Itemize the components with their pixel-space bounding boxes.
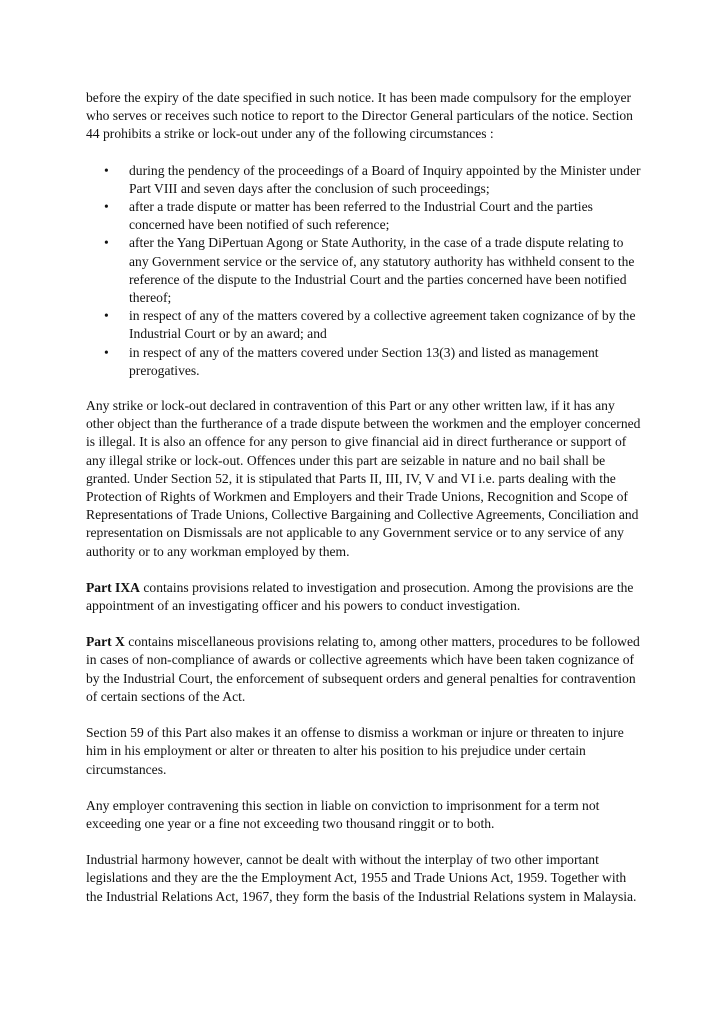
part-ixa-text: contains provisions related to investigation and prosecution. Among the provisions are the appointment of an investigating officer and his powers to conduct investigation. [86, 579, 634, 614]
list-item [86, 344, 646, 380]
list-item [86, 307, 646, 343]
part-ixa-heading: Part IXA [86, 579, 140, 595]
penalty-paragraph: Any employer contravening this section in liable on conviction to imprisonment for a term not exceeding one year or a fine not exceeding two thousand ringgit or to both. [86, 797, 600, 831]
section59-paragraph: Section 59 of this Part also makes it an offense to dismiss a workman or injure or threaten to injure him in his employment or alter or threaten to alter his position to his prejudice under certain circumstances. [86, 725, 624, 777]
list-item [86, 162, 646, 198]
bullet-icon: • [104, 344, 109, 360]
bullet-icon: • [104, 162, 109, 178]
prohibition-list [86, 162, 646, 380]
intro-paragraph: before the expiry of the date specified in such notice. It has been made compulsory for the employer who serves or receives such notice to report to the Director General particulars of the notice. Section 44 prohibits a strike or lock-out under any of the following circumstances : [86, 90, 633, 142]
part-x-text: contains miscellaneous provisions relating to, among other matters, procedures to be followed in cases of non-compliance of awards or collective agreements which have been taken cognizance of by the Industrial Court, the enforcement of subsequent orders and general penalties for contravention of certain sections of the Act. [86, 634, 640, 704]
bullet-icon: • [104, 199, 109, 215]
list-item-text: after a trade dispute or matter has been referred to the Industrial Court and the parties concerned have been notified of such reference; [129, 199, 593, 233]
document-page [86, 89, 646, 924]
list-item-text: in respect of any of the matters covered under Section 13(3) and listed as management prerogatives. [129, 344, 599, 378]
bullet-icon: • [104, 235, 109, 251]
part-x-paragraph [86, 633, 646, 706]
list-item [86, 198, 646, 234]
list-item [86, 234, 646, 307]
list-item-text: during the pendency of the proceedings of a Board of Inquiry appointed by the Minister under Part VIII and seven days after the conclusion of such proceedings; [129, 162, 641, 196]
conclusion-paragraph: Industrial harmony however, cannot be dealt with without the interplay of two other important legislations and they are the the Employment Act, 1955 and Trade Unions Act, 1959. Together with the Industrial Relations Act, 1967, they form the basis of the Industrial Relations system in Malaysia. [86, 852, 637, 904]
list-item-text: after the Yang DiPertuan Agong or State Authority, in the case of a trade dispute relating to any Government service or the service of, any statutory authority has withheld consent to the reference of the dispute to the Industrial Court and the parties concerned have been notified thereof; [129, 235, 635, 306]
part-ixa-paragraph [86, 579, 646, 615]
list-item-text: in respect of any of the matters covered by a collective agreement taken cognizance of by the Industrial Court or by an award; and [129, 308, 636, 342]
strike-paragraph: Any strike or lock-out declared in contravention of this Part or any other written law, if it has any other object than the furtherance of a trade dispute between the workmen and the employer concerned is illegal. It is also an offence for any person to give financial aid in direct furtherance or support of any illegal strike or lock-out. Offences under this part are seizable in nature and no bail shall be granted. Under Section 52, it is stipulated that Parts II, III, IV, V and VI i.e. parts dealing with the Protection of Rights of Workmen and Employers and their Trade Unions, Recognition and Scope of Representations of Trade Unions, Collective Bargaining and Collective Agreements, Conciliation and representation on Dismissals are not applicable to any Government service or to any service of any authority or to any workman employed by them. [86, 398, 641, 559]
bullet-icon: • [104, 308, 109, 324]
part-x-heading: Part X [86, 634, 125, 650]
